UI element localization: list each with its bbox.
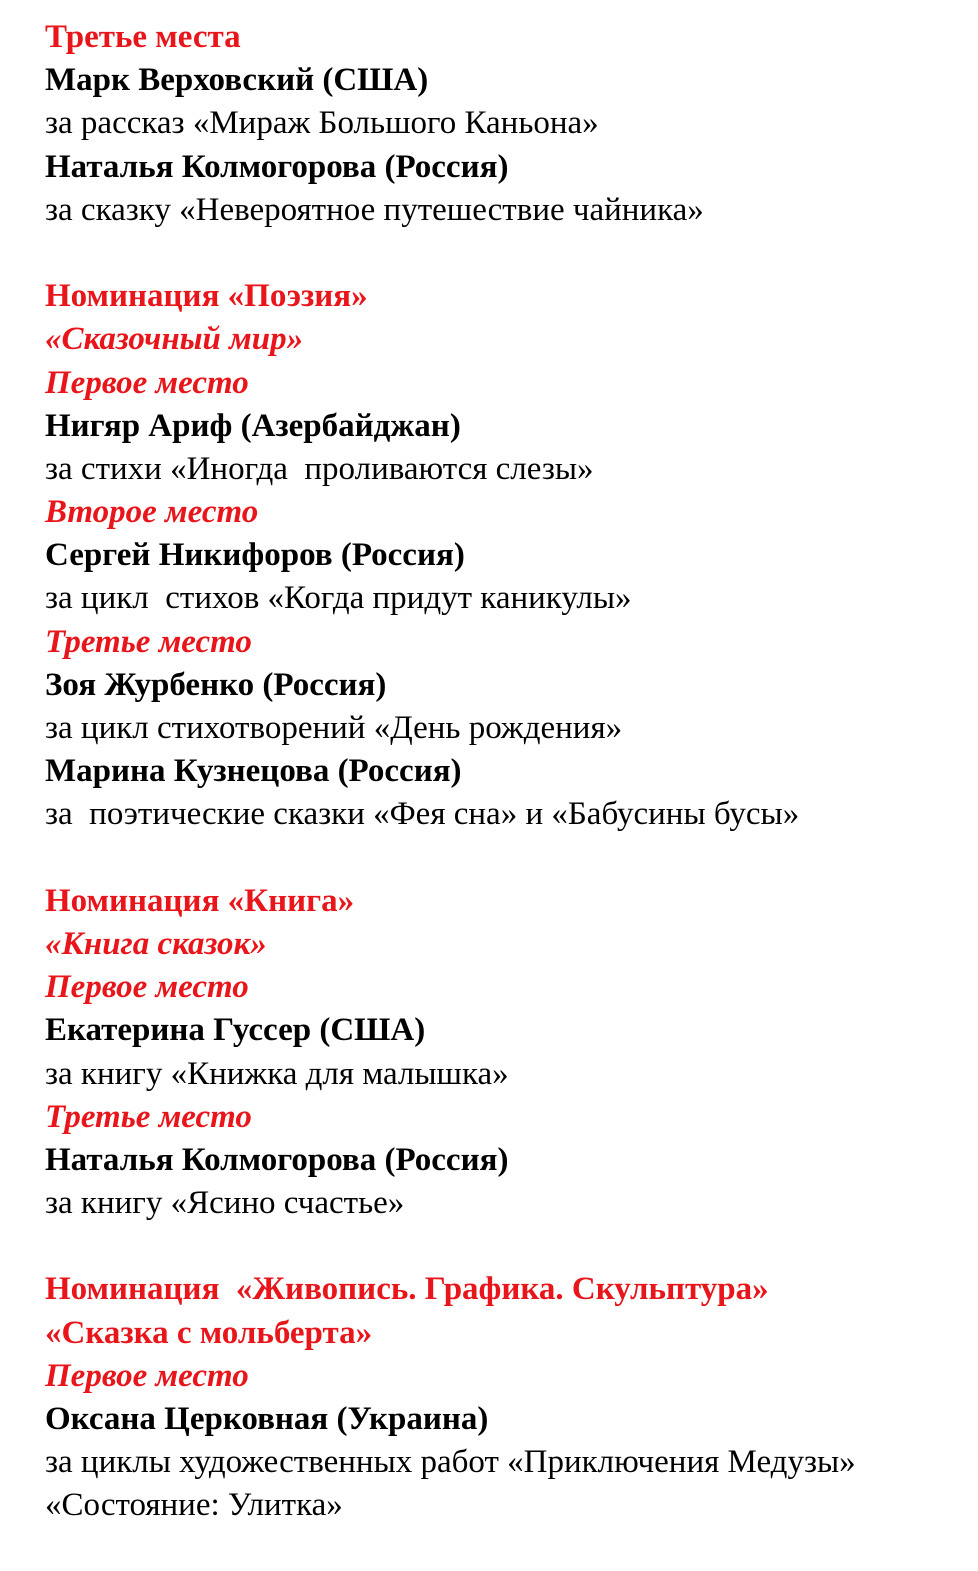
winner-name: Сергей Никифоров (Россия)	[45, 537, 465, 574]
winner-name: Нигяр Ариф (Азербайджан)	[45, 407, 461, 444]
winner-work: за сказку «Невероятное путешествие чайника»	[45, 191, 704, 228]
winner-name: Екатерина Гуссер (США)	[45, 1012, 426, 1049]
winner-name: Наталья Колмогорова (Россия)	[45, 1141, 509, 1178]
nomination-subtitle-art: «Сказка с мольберта»	[45, 1314, 373, 1351]
third-places-heading: Третье места	[45, 19, 241, 55]
place-heading-first: Первое место	[45, 1357, 249, 1394]
nomination-subtitle-poetry: «Сказочный мир»	[45, 321, 304, 358]
winner-work: за поэтические сказки «Фея сна» и «Бабусины бусы»	[45, 796, 800, 833]
section-gap	[45, 1225, 975, 1268]
winner-work: за цикл стихотворений «День рождения»	[45, 710, 623, 746]
nomination-heading-art: Номинация «Живопись. Графика. Скульптура»	[45, 1271, 769, 1308]
nomination-heading-poetry: Номинация «Поэзия»	[45, 278, 368, 315]
winner-name: Марина Кузнецова (Россия)	[45, 753, 462, 790]
winner-name: Зоя Журбенко (Россия)	[45, 666, 387, 703]
winner-work-continued: «Состояние: Улитка»	[45, 1487, 343, 1524]
winner-work: за стихи «Иногда проливаются слезы»	[45, 450, 594, 487]
place-heading-second: Второе место	[45, 494, 259, 531]
winner-work: за цикл стихов «Когда придут каникулы»	[45, 580, 632, 617]
place-heading-first: Первое место	[45, 364, 249, 401]
winner-name: Марк Верховский (США)	[45, 62, 429, 99]
winner-work: за циклы художественных работ «Приключения Медузы»	[45, 1444, 856, 1481]
nomination-subtitle-book: «Книга сказок»	[45, 925, 267, 962]
document-page	[45, 16, 975, 1528]
place-heading-first: Первое место	[45, 969, 249, 1006]
winner-work: за книгу «Ясино счастье»	[45, 1185, 405, 1222]
section-gap	[45, 837, 975, 880]
section-gap	[45, 232, 975, 275]
winner-name: Наталья Колмогорова (Россия)	[45, 148, 509, 185]
winner-name: Оксана Церковная (Украина)	[45, 1401, 489, 1437]
winner-work: за книгу «Книжка для малышка»	[45, 1055, 509, 1092]
place-heading-third: Третье место	[45, 1098, 252, 1135]
nomination-heading-book: Номинация «Книга»	[45, 882, 355, 919]
place-heading-third: Третье место	[45, 623, 252, 660]
winner-work: за рассказ «Мираж Большого Каньона»	[45, 105, 599, 142]
